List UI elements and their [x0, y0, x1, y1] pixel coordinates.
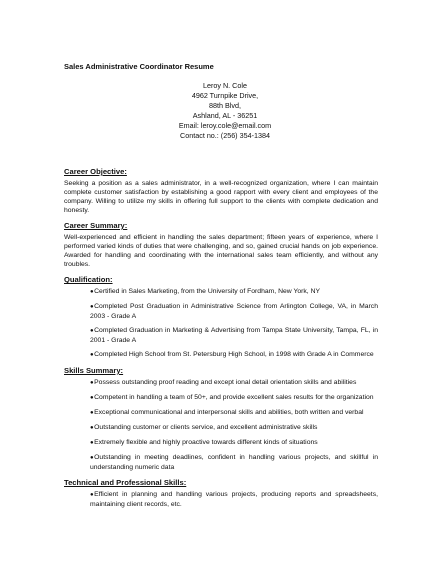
- list-item-text: Extremely flexible and highly proactive towards different kinds of situations: [94, 439, 318, 446]
- list-item-text: Competent in handling a team of 50+, and provide excellent sales results for the organization: [94, 394, 374, 401]
- contact-name: Leroy N. Cole: [203, 81, 247, 90]
- summary-text: Well-experienced and efficient in handling the sales department; fifteen years of experience, where I performed varied kinds of duties that were challenging, and so, gained crucial hands on job experience. Awarded for handling and coordinating with the international sales team efficiently, and without any troubles.: [64, 234, 378, 268]
- bullet-icon: ●: [90, 425, 94, 431]
- list-item-text: Certified in Sales Marketing, from the University of Fordham, New York, NY: [94, 288, 321, 295]
- objective-text: Seeking a position as a sales administrator, in a well-recognized organization, where I can maintain complete customer satisfaction by establishing a good rapport with every client and employees of the company. Willing to utilize my skills in offering full support to the clients with complete dedication and honesty.: [64, 180, 378, 214]
- list-item: [90, 326, 378, 345]
- list-item-text: Completed High School from St. Petersburg High School, in 1998 with Grade A in Commerce: [94, 351, 374, 358]
- list-item-text: Completed Post Graduation in Administrative Science from Arlington College, VA, in March 2003 - Grade A: [90, 303, 378, 320]
- contact-email: Email: leroy.cole@email.com: [178, 121, 272, 130]
- bullet-icon: ●: [90, 395, 94, 401]
- list-item-text: Exceptional communicational and interpersonal skills and abilities, both written and verbal: [94, 409, 364, 416]
- contact-phone: Contact no.: (256) 354-1384: [180, 131, 270, 140]
- bullet-icon: ●: [90, 328, 94, 334]
- list-item: [90, 490, 378, 509]
- skills-heading: Skills Summary:: [64, 366, 124, 375]
- list-item: [90, 408, 378, 418]
- contact-street: 4962 Turnpike Drive,: [191, 91, 259, 100]
- list-item: [90, 302, 378, 321]
- list-item-text: Possess outstanding proof reading and except ional detail orientation skills and abilities: [94, 379, 357, 386]
- list-item: [90, 287, 378, 297]
- bullet-icon: ●: [90, 289, 94, 295]
- list-item-text: Completed Graduation in Marketing & Advertising from Tampa State University, Tampa, FL, in 2001 - Grade A: [90, 327, 378, 344]
- contact-city: Ashland, AL - 36251: [192, 111, 258, 120]
- list-item-text: Outstanding in meeting deadlines, confident in handling various projects, and skillful in understanding numeric data: [90, 454, 378, 471]
- bullet-icon: ●: [90, 440, 94, 446]
- bullet-icon: ●: [90, 455, 94, 461]
- list-item: [90, 378, 378, 388]
- objective-heading: Career Objective:: [64, 167, 127, 176]
- list-item-text: Outstanding customer or clients service, and excellent administrative skills: [94, 424, 318, 431]
- bullet-icon: ●: [90, 352, 94, 358]
- list-item: [90, 350, 378, 360]
- technical-heading: Technical and Professional Skills:: [64, 478, 187, 487]
- summary-heading: Career Summary:: [64, 221, 128, 230]
- contact-block: [64, 81, 378, 141]
- list-item: [90, 423, 378, 433]
- bullet-icon: ●: [90, 380, 94, 386]
- bullet-icon: ●: [90, 492, 94, 498]
- list-item: [90, 438, 378, 448]
- bullet-icon: ●: [90, 410, 94, 416]
- contact-street2: 88th Blvd,: [209, 101, 241, 110]
- list-item: [90, 393, 378, 403]
- document-title: Sales Administrative Coordinator Resume: [64, 62, 214, 71]
- qualification-heading: Qualification:: [64, 275, 113, 284]
- bullet-icon: ●: [90, 304, 94, 310]
- list-item: [90, 453, 378, 472]
- list-item-text: Efficient in planning and handling various projects, producing reports and spreadsheets, maintaining client records, etc.: [90, 491, 378, 508]
